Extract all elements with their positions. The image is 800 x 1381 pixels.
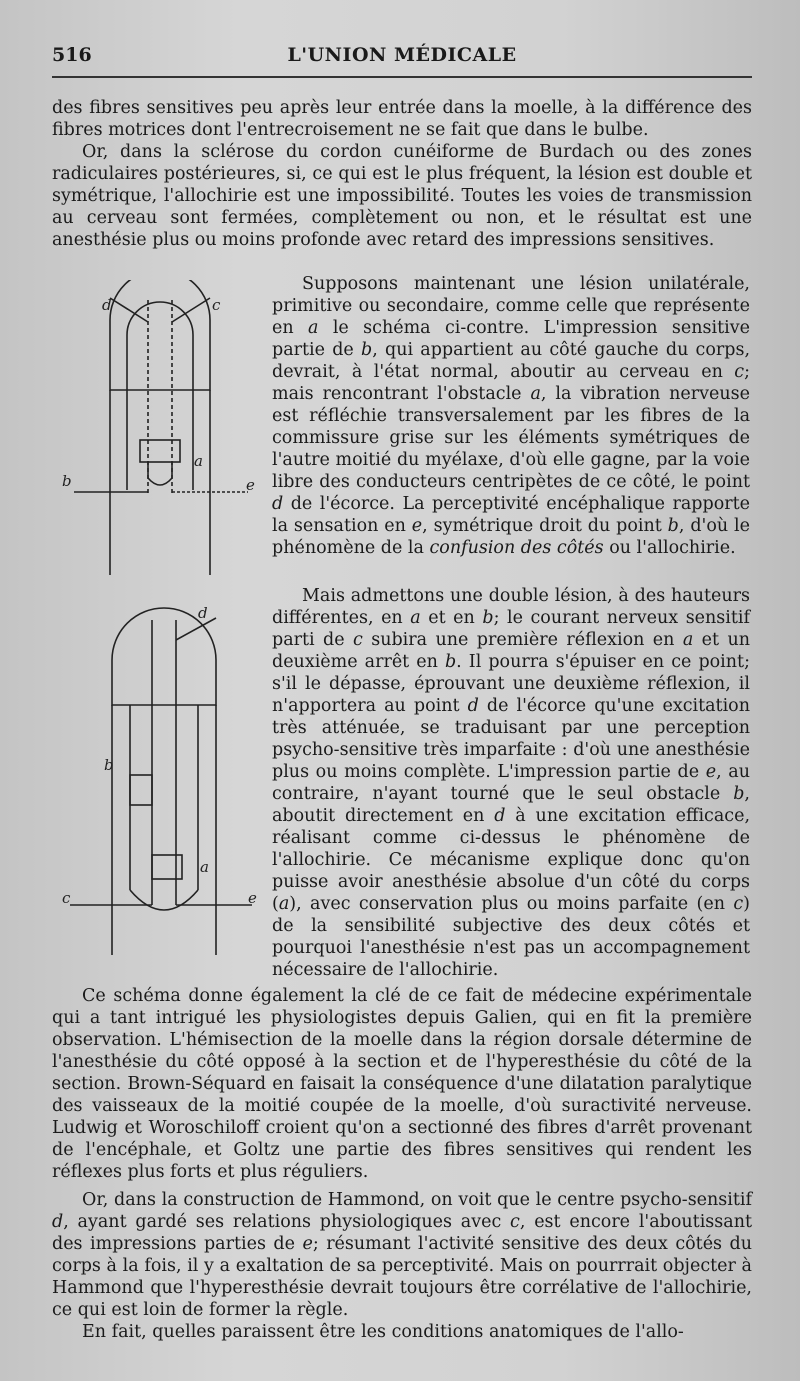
- figure1-label-c: c: [212, 296, 221, 314]
- figure1-label-e: e: [246, 476, 255, 494]
- page-number: 516: [52, 44, 92, 66]
- figure-single-lesion-diagram: [52, 280, 272, 590]
- figure-double-lesion-diagram: [52, 600, 272, 960]
- figure1-label-a: a: [194, 452, 203, 470]
- figure2-label-d: d: [198, 604, 208, 622]
- paragraph-7: En fait, quelles paraissent être les conditions anatomiques de l'allo-: [82, 1322, 684, 1342]
- figure2-label-a: a: [200, 858, 209, 876]
- figure2-label-c: c: [62, 889, 71, 907]
- paragraph-2: Or, dans la sclérose du cordon cunéiforme de Burdach ou des zones radiculaires postérieures, si, ce qui est le plus fréquent, la lésion est double et symétrique, l'allochirie est une impossibilité. Toutes les voies de transmission au cerveau sont fermées, complètement ou non, et le résultat est une anesthésie plus ou moins profonde avec retard des impressions sensitives.: [52, 142, 752, 250]
- paragraph-4: Mais admettons une double lésion, à des hauteurs différentes, en a et en b; le courant nerveux sensitif parti de c subira une première réflexion en a et un deuxième arrêt en b. Il pourra s'épuiser en ce point; s'il le dépasse, éprouvant une deuxième réflexion, il n'apportera au point d de l'écorce qu'une excitation très atténuée, se traduisant par une perception psycho-sensitive très imparfaite : d'où une anesthésie plus ou moins complète. L'impression partie de e, au contraire, n'ayant tourné que le seul obstacle b, aboutit directement en d à une excitation efficace, réalisant comme ci-dessus le phénomène de l'allochirie. Ce mécanisme explique donc qu'on puisse avoir anesthésie absolue d'un côté du corps (a), avec conservation plus ou moins parfaite (en c) de la sensibilité subjective des deux côtés et pourquoi l'anesthésie n'est pas un accompagnement nécessaire de l'allochirie.: [272, 586, 751, 980]
- paragraph-3: Supposons maintenant une lésion unilatérale, primitive ou secondaire, comme celle que représente en a le schéma ci-contre. L'impression sensitive partie de b, qui appartient au côté gauche du corps, devrait, à l'état normal, aboutir au cerveau en c; mais rencontrant l'obstacle a, la vibration nerveuse est réfléchie transversalement par les fibres de la commissure grise sur les éléments symétriques de l'autre moitié du myélaxe, d'où elle gagne, par la voie libre des conducteurs centripètes de ce côté, le point d de l'écorce. La perceptivité encéphalique rapporte la sensation en e, symétrique droit du point b, d'où le phénomène de la confusion des côtés ou l'allochirie.: [272, 274, 751, 558]
- header-rule: [52, 76, 752, 78]
- paragraph-1: des fibres sensitives peu après leur entrée dans la moelle, à la différence des fibres motrices dont l'entrecroisement ne se fait que dans le bulbe.: [52, 98, 752, 140]
- paragraph-6: Or, dans la construction de Hammond, on voit que le centre psycho-sensitif d, ayant gardé ses relations physiologiques avec c, est encore l'aboutissant des impressions parties de e; résumant l'activité sensitive des deux côtés du corps à la fois, il y a exaltation de sa perceptivité. Mais on pourrrait objecter à Hammond que l'hyperesthésie devrait toujours être corrélative de l'allochirie, ce qui est loin de former la règle.: [52, 1190, 752, 1320]
- figure2-label-e: e: [248, 889, 257, 907]
- figure1-label-b: b: [62, 472, 72, 490]
- paragraph-5: Ce schéma donne également la clé de ce fait de médecine expérimentale qui a tant intrigué les physiologistes depuis Galien, qui en fit la première observation. L'hémisection de la moelle dans la région dorsale détermine de l'anesthésie du côté opposé à la section et de l'hyperesthésie du côté de la section. Brown-Séquard en faisait la conséquence d'une dilatation paralytique des vaisseaux de la moitié coupée de la moelle, d'où suractivité nerveuse. Ludwig et Woroschiloff croient qu'on a sectionné des fibres d'arrêt provenant de l'encéphale, et Goltz une partie des fibres sensitives qui rendent les réflexes plus forts et plus réguliers.: [52, 986, 752, 1182]
- figure1-label-d: d: [102, 296, 112, 314]
- journal-title: L'UNION MÉDICALE: [287, 44, 517, 66]
- page-header: [52, 44, 752, 74]
- figure2-label-b: b: [104, 756, 114, 774]
